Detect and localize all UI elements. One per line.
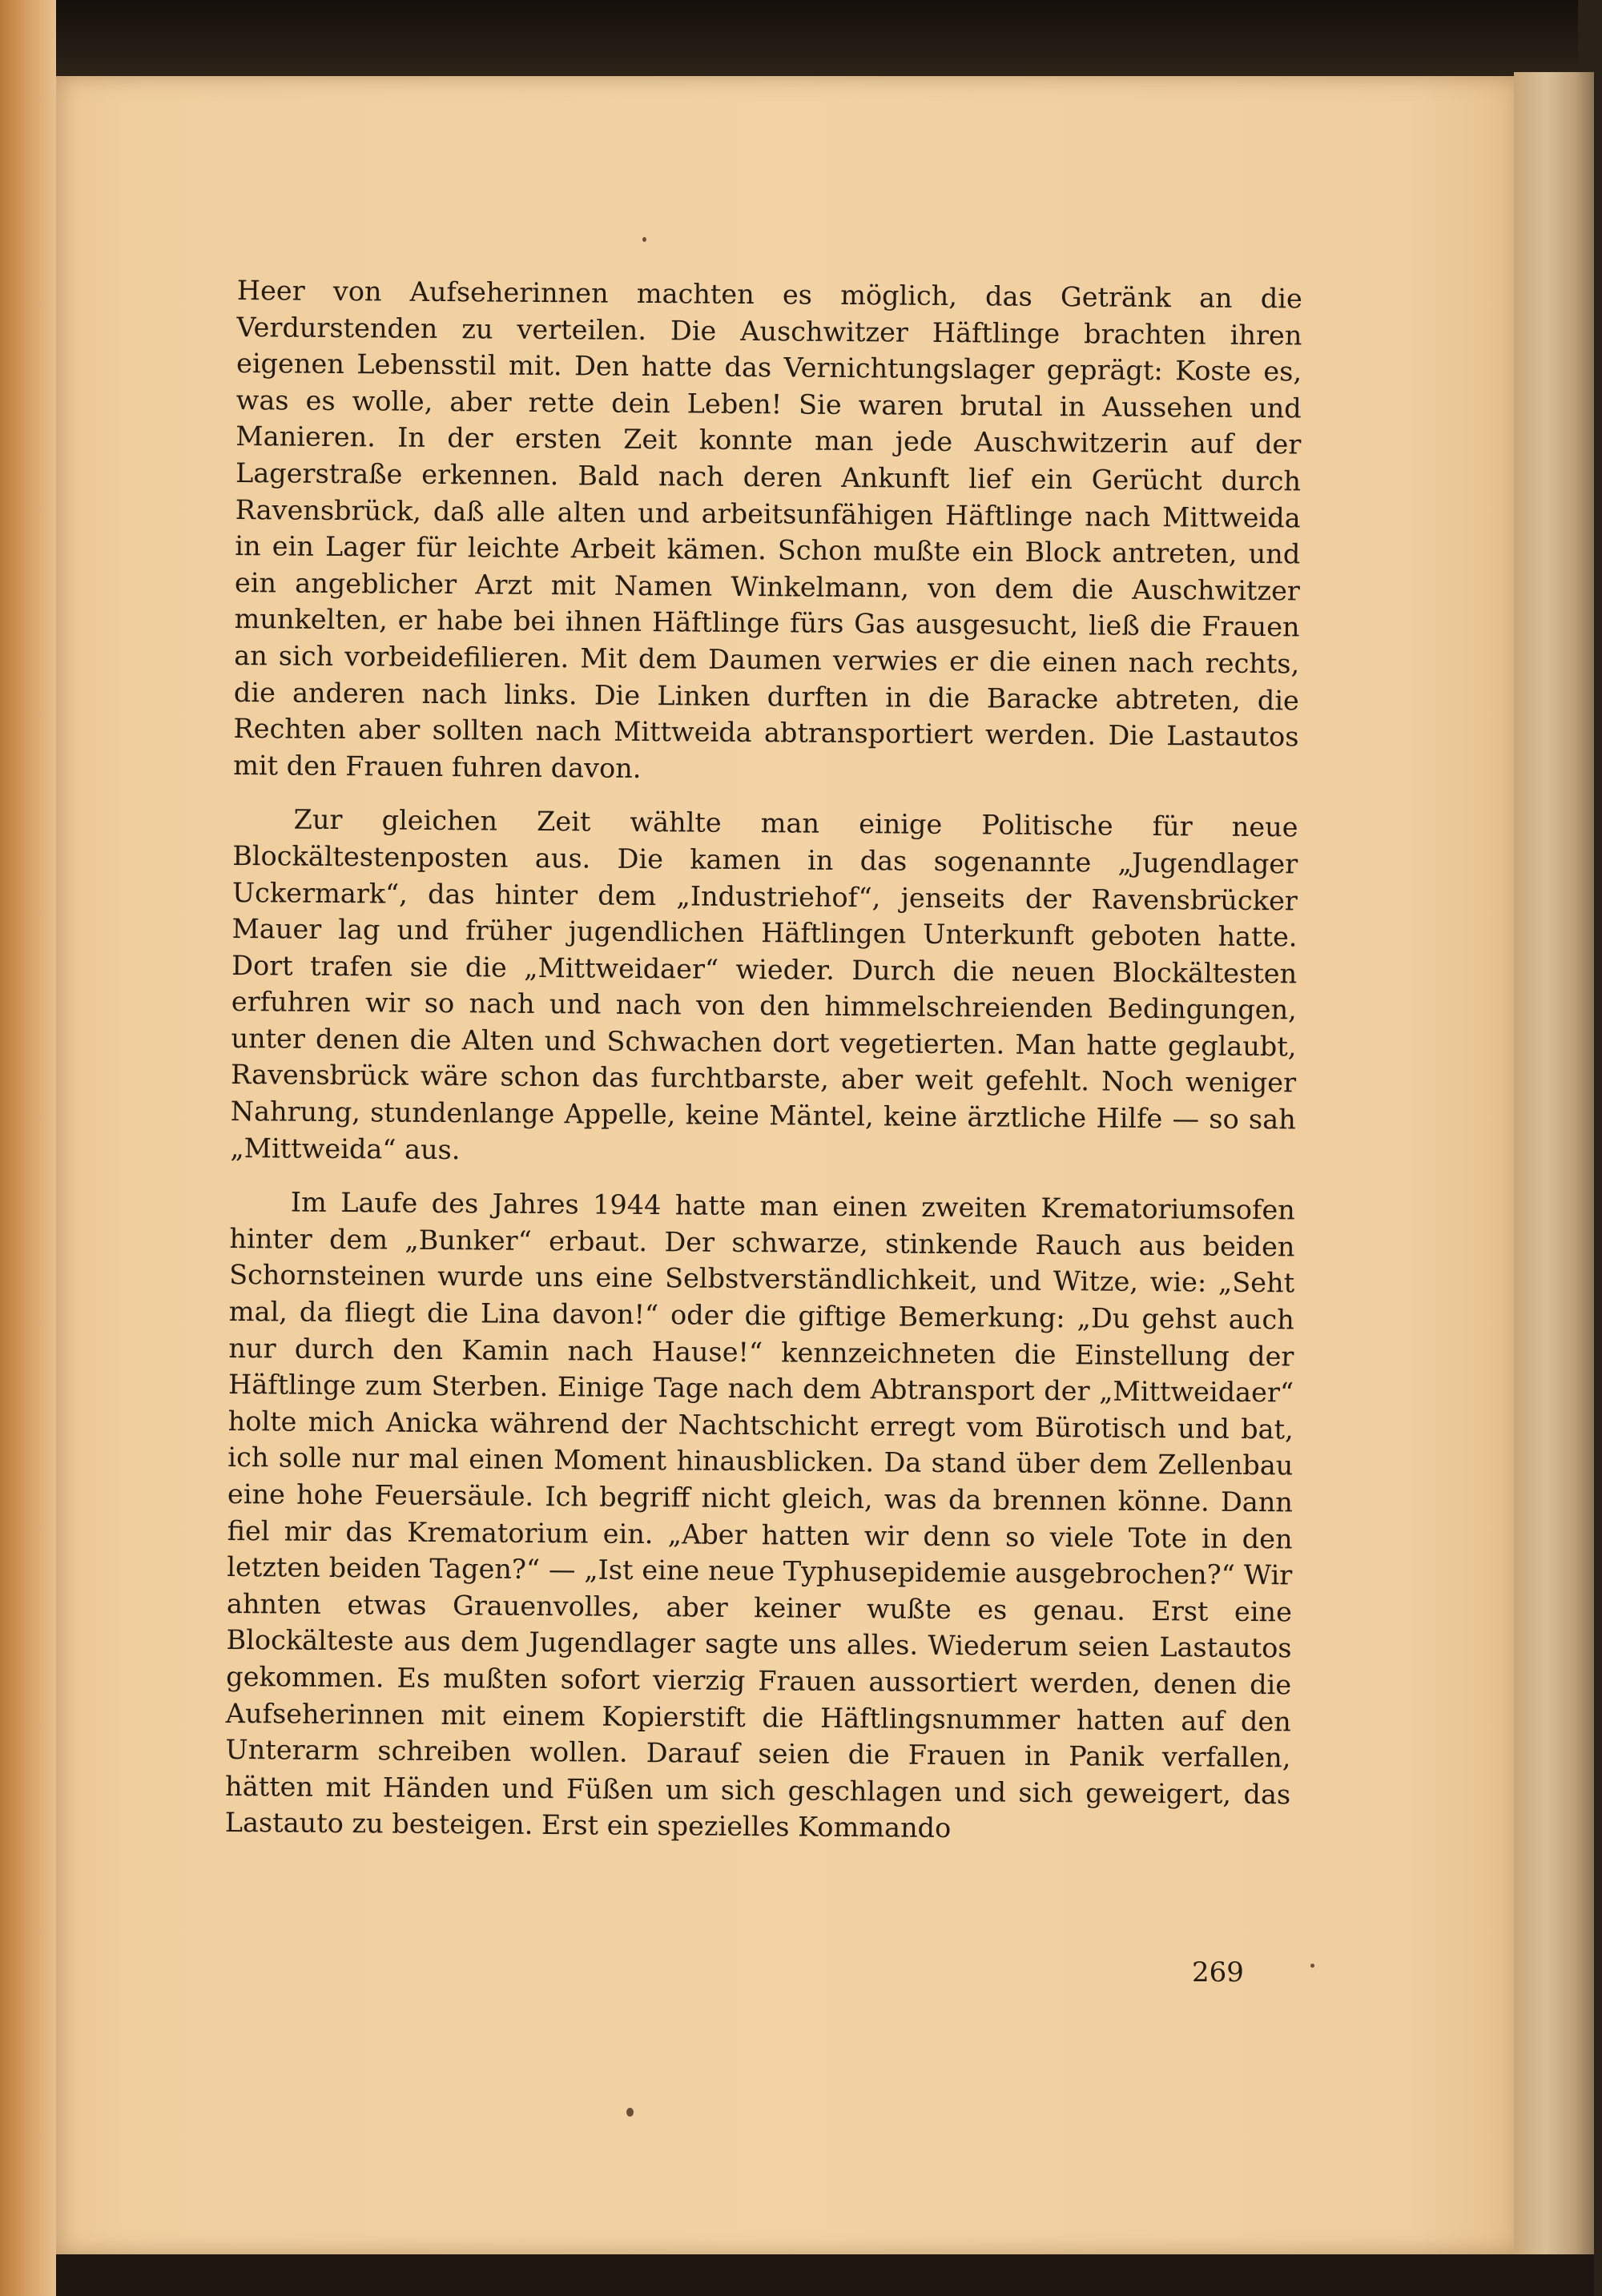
paragraph-1: Heer von Aufseherinnen machten es möglich, das Getränk an die Verdurstenden zu verteilen. Die Auschwitzer Häftlinge brachten ihren eigenen Lebensstil mit. Den hatte das Vernichtungslager geprägt: Koste es, was es wolle, aber rette dein Leben! Sie waren brutal in Aussehen und Manieren. In der ersten Zeit konnte man jede Auschwitzerin auf der Lagerstraße erkennen. Bald nach deren Ankunft lief ein Gerücht durch Ravensbrück, daß alle alten und arbeitsunfähigen Häftlinge nach Mittweida in ein Lager für leichte Arbeit kämen. Schon mußte ein Block antreten, und ein angeblicher Arzt mit Namen Winkelmann, von dem die Auschwitzer munkelten, er habe bei ihnen Häftlinge fürs Gas ausgesucht, ließ die Frauen an sich vorbeidefilieren. Mit dem Daumen verwies er die einen nach rechts, die anderen nach links. Die Linken durften in die Baracke abtreten, die Rechten aber sollten nach Mittweida abtransportiert werden. Die Lastautos mit den Frauen fuhren davon. xyxy=(233,274,1302,784)
paper-speck xyxy=(626,2108,634,2117)
page-number: 269 xyxy=(1192,1956,1244,1988)
body-text xyxy=(224,272,1302,1867)
paper-speck xyxy=(642,237,646,242)
paragraph-3: Im Laufe des Jahres 1944 hatte man einen zweiten Krematoriumsofen hinter dem „Bunker“ erbaut. Der schwarze, stinkende Rauch aus beiden Schornsteinen wurde uns eine Selbstverständlichkeit, und Witze, wie: „Seht mal, da fliegt die Lina davon!“ oder die giftige Bemerkung: „Du gehst auch nur durch den Kamin nach Hause!“ kennzeichneten die Einstellung der Häftlinge zum Sterben. Einige Tage nach dem Abtransport der „Mittweidaer“ holte mich Anicka während der Nachtschicht erregt vom Bürotisch und bat, ich solle nur mal einen Moment hinausblicken. Da stand über dem Zellenbau eine hohe Feuersäule. Ich begriff nicht gleich, was da brennen könne. Dann fiel mir das Krematorium ein. „Aber hatten wir denn so viele Tote in den letzten beiden Tagen?“ — „Ist eine neue Typhusepidemie ausgebrochen?“ Wir ahnten etwas Grauenvolles, aber keiner wußte es genau. Erst eine Blockälteste aus dem Jugendlager sagte uns alles. Wiederum seien Lastautos gekommen. Es mußten sofort vierzig Frauen aussortiert werden, denen die Aufseherinnen mit einem Kopierstift die Häftlingsnummer hatten auf den Unterarm schreiben wollen. Darauf seien die Frauen in Panik verfallen, hätten mit Händen und Füßen um sich geschlagen und sich geweigert, das Lastauto zu besteigen. Erst ein spezielles Kommando xyxy=(224,1186,1295,1844)
paper-speck xyxy=(1310,1964,1314,1968)
left-page-edge xyxy=(0,0,56,2296)
book-cover-edge xyxy=(1514,72,1594,2266)
scan-top-margin xyxy=(56,0,1578,76)
scan-bottom-margin xyxy=(56,2254,1594,2296)
paragraph-2: Zur gleichen Zeit wählte man einige Politische für neue Blockältestenposten aus. Die kamen in das sogenannte „Jugendlager Uckermark“, das hinter dem „Industriehof“, jenseits der Ravensbrücker Mauer lag und früher jugendlichen Häftlingen Unterkunft geboten hatte. Dort trafen sie die „Mittweidaer“ wieder. Durch die neuen Blockältesten erfuhren wir so nach und nach von den himmelschreienden Bedingungen, unter denen die Alten und Schwachen dort vegetierten. Man hatte geglaubt, Ravensbrück wäre schon das furchtbarste, aber weit gefehlt. Noch weniger Nahrung, stundenlange Appelle, keine Mäntel, keine ärztliche Hilfe — so sah „Mittweida“ aus. xyxy=(230,803,1298,1165)
